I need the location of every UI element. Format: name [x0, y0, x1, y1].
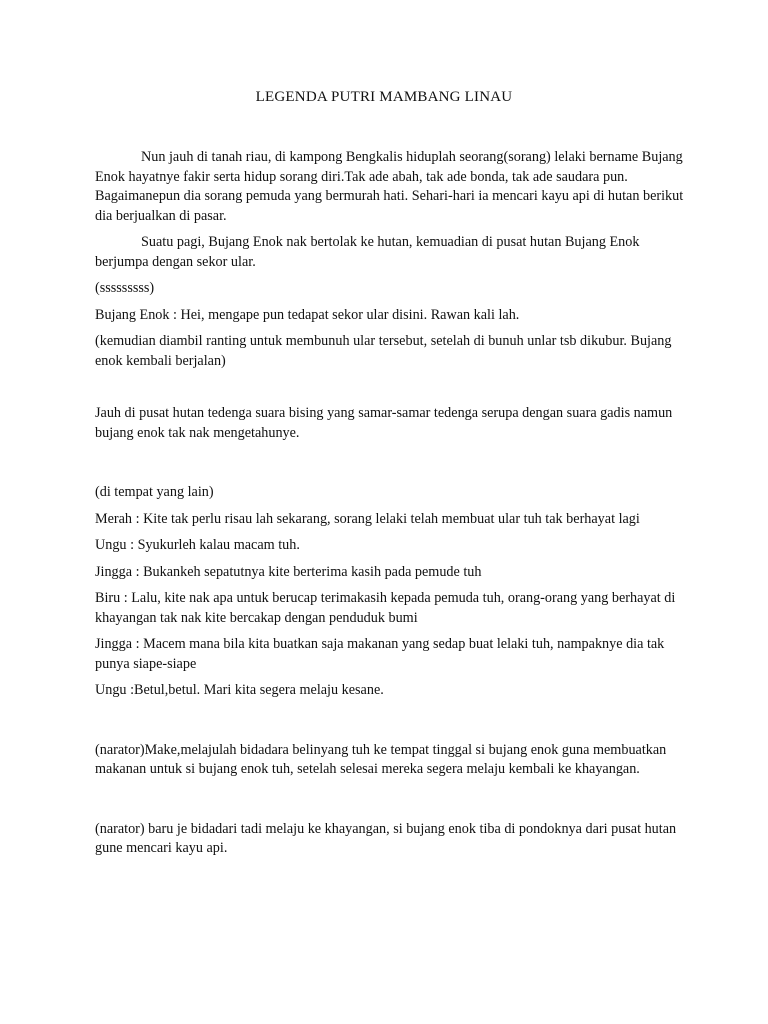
dialogue-merah: Merah : Kite tak perlu risau lah sekarang, sorang lelaki telah membuat ular tuh tak berhayat lagi	[95, 510, 640, 527]
stage-direction-other-place: (di tempat yang lain)	[95, 484, 214, 500]
dialogue-ungu-2: Ungu :Betul,betul. Mari kita segera melaju kesane.	[95, 682, 384, 698]
dialogue-bujang-enok: Bujang Enok : Hei, mengape pun tedapat sekor ular disini. Rawan kali lah.	[95, 306, 520, 323]
paragraph-snake-sound: (sssssssss)	[95, 280, 155, 296]
stage-direction-kill-snake: (kemudian diambil ranting untuk membunuh ular tersebut, setelah di bunuh unlar tsb dikubur. Bujang enok kembali berjalan)	[95, 333, 672, 369]
spacer	[95, 378, 685, 404]
narration-2: (narator) baru je bidadari tadi melaju ke khayangan, si bujang enok tiba di pondoknya dari pusat hutan gune mencari kayu api.	[95, 820, 677, 856]
narration-1: (narator)Make,melajulah bidadara belinyang tuh ke tempat tinggal si bujang enok guna membuatkan makanan untuk si bujang enok tuh, setelah selesai mereka segera melaju kembali ke khayangan.	[95, 741, 667, 777]
paragraph-morning: Suatu pagi, Bujang Enok nak bertolak ke hutan, kemuadian di pusat hutan Bujang Enok berjumpa dengan sekor ular.	[95, 234, 640, 270]
paragraph-forest-sound: Jauh di pusat hutan tedenga suara bising yang samar-samar tedenga serupa dengan suara gadis namun bujang enok tak nak mengetahunye.	[95, 405, 673, 441]
document-body	[95, 148, 685, 866]
dialogue-biru: Biru : Lalu, kite nak apa untuk berucap terimakasih kepada pemuda tuh, orang-orang yang berhayat di khayangan tak nak kite bercakap dengan penduduk bumi	[95, 590, 676, 626]
dialogue-jingga-2: Jingga : Macem mana bila kita buatkan saja makanan yang sedap buat lelaki tuh, nampaknye dia tak punya siape-siape	[95, 636, 665, 672]
dialogue-jingga-1: Jingga : Bukankeh sepatutnya kite berterima kasih pada pemude tuh	[95, 563, 482, 580]
document-title: LEGENDA PUTRI MAMBANG LINAU	[255, 89, 513, 105]
paragraph-intro: Nun jauh di tanah riau, di kampong Bengkalis hiduplah seorang(sorang) lelaki bername Bujang Enok hayatnye fakir serta hidup sorang diri.Tak ade abah, tak ade bonda, tak ade saudara pun. Bagaimanepun dia sorang pemuda yang bermurah hati. Sehari-hari ia mencari kayu api di hutan berikut dia berjualkan di pasar.	[95, 149, 684, 224]
dialogue-ungu-1: Ungu : Syukurleh kalau macam tuh.	[95, 537, 300, 553]
spacer	[95, 708, 685, 741]
spacer	[95, 787, 685, 820]
spacer	[95, 450, 685, 483]
